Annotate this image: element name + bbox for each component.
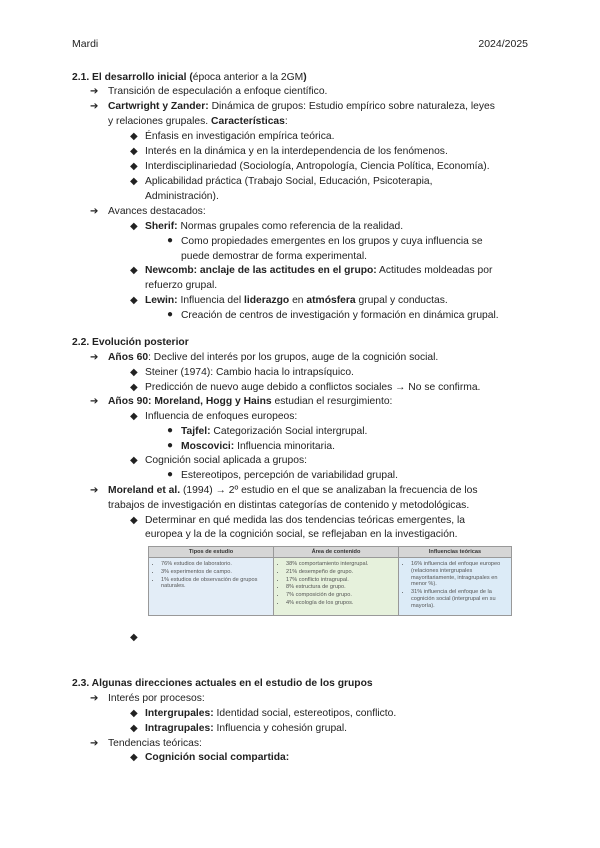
list-item: Interdisciplinariedad (Sociología, Antropología, Ciencia Política, Economía).: [145, 161, 490, 172]
list-item: Intergrupales: Identidad social, estereotipos, conflicto.: [145, 708, 397, 719]
section-2-1-title: 2.1. El desarrollo inicial (época anterior a la 2GM): [72, 72, 307, 83]
section-2-3-title: 2.3. Algunas direcciones actuales en el estudio de los grupos: [72, 678, 373, 689]
table-cell-area: • 38% comportamiento intergrupal. • 21% desempeño de grupo. • 17% conflicto intragrupal. • 8% estructura de grupo. • 7% composición de grupo. • 4% ecología de los grupos.: [274, 558, 399, 616]
bullet-icon: ●: [167, 440, 174, 451]
list-item: Moreland et al. (1994) → 2º estudio en el que se analizaban la frecuencia de los: [108, 485, 478, 496]
list-item: Tendencias teóricas:: [108, 738, 202, 749]
list-item: Cognición social compartida:: [145, 752, 290, 763]
list-item: Influencia de enfoques europeos:: [145, 411, 298, 422]
diamond-icon: ◆: [130, 295, 138, 306]
list-item-cont: puede demostrar de forma experimental.: [181, 251, 368, 262]
table-header: Influencias teóricas: [399, 547, 512, 558]
list-item: Transición de especulación a enfoque científico.: [108, 86, 328, 97]
diamond-icon: ◆: [130, 632, 138, 643]
list-item: Como propiedades emergentes en los grupos y cuya influencia se: [181, 236, 483, 247]
list-item: Cognición social aplicada a grupos:: [145, 455, 307, 466]
arrow-icon: ➔: [90, 86, 99, 97]
table-cell-tipos: • 76% estudios de laboratorio. • 3% experimentos de campo. • 1% estudios de observación de grupos naturales.: [149, 558, 274, 616]
list-item: Interés en la dinámica y en la interdependencia de los fenómenos.: [145, 146, 448, 157]
section-2-2-title: 2.2. Evolución posterior: [72, 337, 189, 348]
list-item: Predicción de nuevo auge debido a conflictos sociales → No se confirma.: [145, 382, 481, 393]
list-item: Newcomb: anclaje de las actitudes en el grupo: Actitudes moldeadas por: [145, 265, 493, 276]
list-item: Intragrupales: Influencia y cohesión grupal.: [145, 723, 348, 734]
diamond-icon: ◆: [130, 265, 138, 276]
bullet-icon: ●: [167, 309, 174, 320]
diamond-icon: ◆: [130, 176, 138, 187]
list-item: Años 60: Declive del interés por los grupos, auge de la cognición social.: [108, 352, 439, 363]
table-header: Tipos de estudio: [149, 547, 274, 558]
list-item: Creación de centros de investigación y formación en dinámica grupal.: [181, 310, 499, 321]
bullet-icon: ●: [167, 235, 174, 246]
list-item-cont: trabajos de investigación en distintas categorías de contenido y metodológicas.: [108, 500, 470, 511]
arrow-icon: ➔: [90, 693, 99, 704]
list-item: Aplicabilidad práctica (Trabajo Social, Educación, Psicoterapia,: [145, 176, 433, 187]
table-cell-influencias: • 16% influencia del enfoque europeo (relaciones intergrupales mayoritariamente, intragrupales en menor %). • 31% influencia del enfoque de la cognición social (intergrupal en su mayoría).: [399, 558, 512, 616]
diamond-icon: ◆: [130, 221, 138, 232]
diamond-icon: ◆: [130, 146, 138, 157]
arrow-icon: ➔: [90, 738, 99, 749]
list-item-cont: europea y la de la cognición social, se reflejaban en la investigación.: [145, 529, 458, 540]
list-item: Interés por procesos:: [108, 693, 205, 704]
header-year: 2024/2025: [478, 38, 528, 50]
diamond-icon: ◆: [130, 131, 138, 142]
list-item: Determinar en qué medida las dos tendencias teóricas emergentes, la: [145, 515, 465, 526]
arrow-icon: ➔: [90, 101, 99, 112]
arrow-icon: ➔: [90, 206, 99, 217]
list-item: Tajfel: Categorización Social intergrupal.: [181, 426, 368, 437]
arrow-icon: ➔: [90, 396, 99, 407]
diamond-icon: ◆: [130, 515, 138, 526]
list-item: Steiner (1974): Cambio hacia lo intrapsíquico.: [145, 367, 354, 378]
list-item-cont: refuerzo grupal.: [145, 280, 218, 291]
list-item: Cartwright y Zander: Dinámica de grupos: Estudio empírico sobre naturaleza, leyes: [108, 101, 495, 112]
diamond-icon: ◆: [130, 367, 138, 378]
list-item: Avances destacados:: [108, 206, 206, 217]
arrow-icon: ➔: [90, 485, 99, 496]
moreland-table: [148, 546, 512, 616]
diamond-icon: ◆: [130, 752, 138, 763]
bullet-icon: ●: [167, 425, 174, 436]
diamond-icon: ◆: [130, 161, 138, 172]
diamond-icon: ◆: [130, 411, 138, 422]
list-item: Moscovici: Influencia minoritaria.: [181, 441, 335, 452]
list-item: Estereotipos, percepción de variabilidad grupal.: [181, 470, 398, 481]
header-day: Mardi: [72, 38, 99, 50]
diamond-icon: ◆: [130, 723, 138, 734]
bullet-icon: ●: [167, 469, 174, 480]
list-item: Énfasis en investigación empírica teórica.: [145, 131, 335, 142]
diamond-icon: ◆: [130, 382, 138, 393]
list-item: Sherif: Normas grupales como referencia de la realidad.: [145, 221, 404, 232]
diamond-icon: ◆: [130, 455, 138, 466]
diamond-icon: ◆: [130, 708, 138, 719]
list-item-cont: Administración).: [145, 191, 219, 202]
list-item: Años 90: Moreland, Hogg y Hains estudian el resurgimiento:: [108, 396, 393, 407]
table-header: Área de contenido: [274, 547, 399, 558]
list-item: Lewin: Influencia del liderazgo en atmósfera grupal y conductas.: [145, 295, 448, 306]
arrow-icon: ➔: [90, 352, 99, 363]
list-item-cont: y relaciones grupales. Características:: [108, 116, 288, 127]
